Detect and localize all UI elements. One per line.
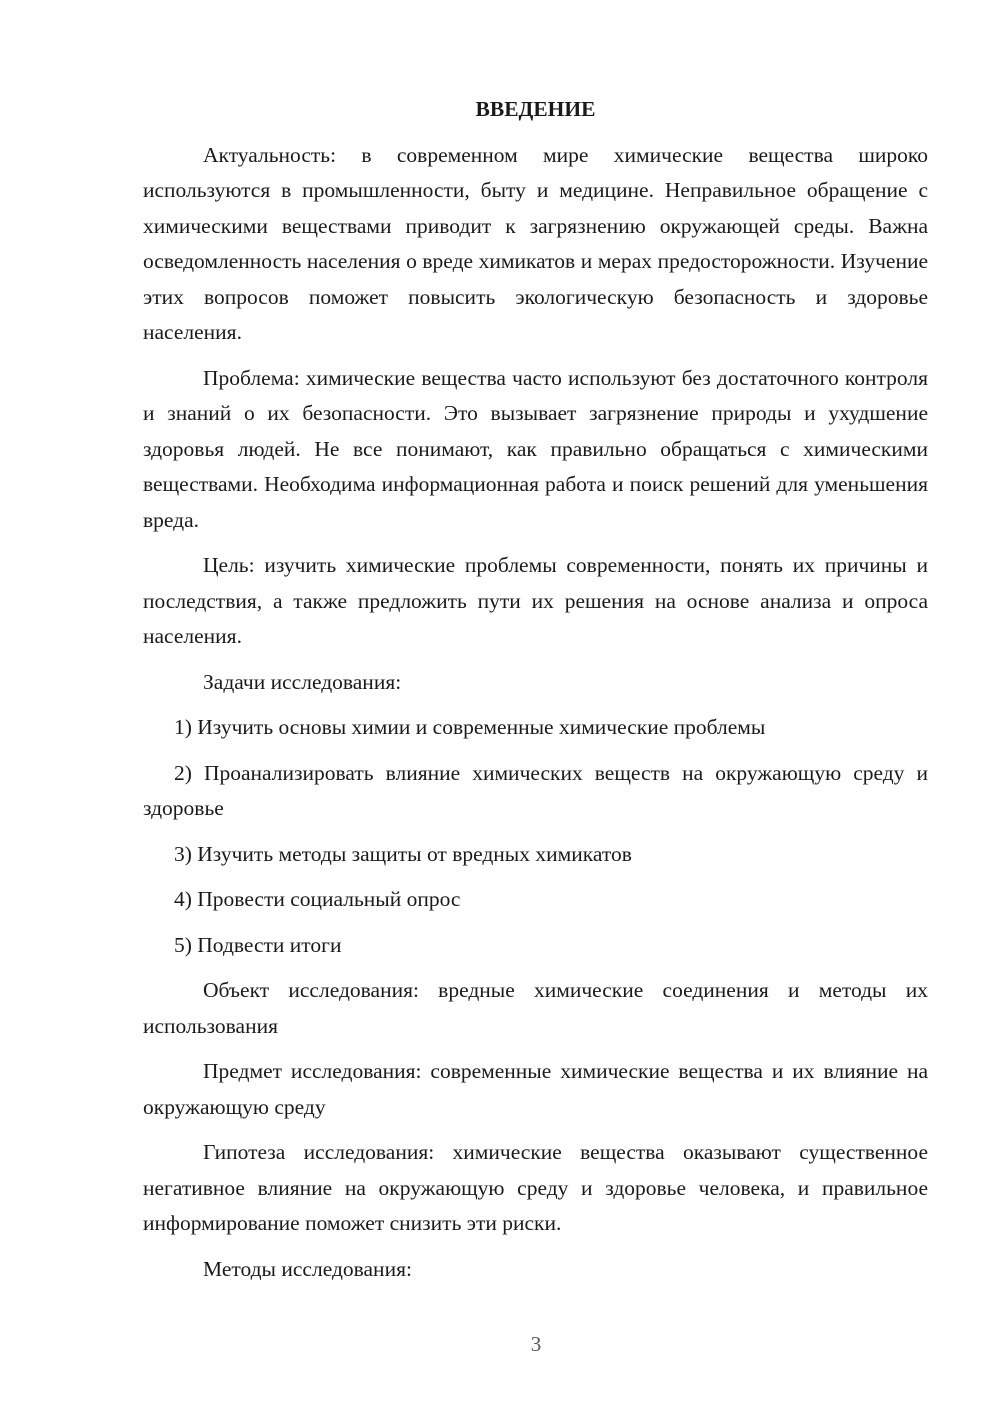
- methods-heading: Методы исследования:: [203, 1256, 412, 1281]
- task-item-1: 1) Изучить основы химии и современные химические проблемы: [174, 715, 766, 739]
- tasks-heading: Задачи исследования:: [203, 669, 402, 694]
- document-page: [143, 92, 928, 1297]
- hypothesis-paragraph: Гипотеза исследования: химические вещества оказывают существенное негативное влияние на окружающую среду и здоровье человека, и правильное информирование поможет снизить эти риски.: [143, 1140, 928, 1235]
- object-paragraph: Объект исследования: вредные химические соединения и методы их использования: [143, 978, 928, 1038]
- task-item-5: 5) Подвести итоги: [174, 932, 342, 957]
- section-title: ВВЕДЕНИЕ: [475, 97, 596, 121]
- task-item-3: 3) Изучить методы защиты от вредных химикатов: [174, 841, 632, 866]
- subject-paragraph: Предмет исследования: современные химические вещества и их влияние на окружающую среду: [143, 1059, 928, 1119]
- problem-paragraph: Проблема: химические вещества часто используют без достаточного контроля и знаний о их безопасности. Это вызывает загрязнение природы и ухудшение здоровья людей. Не все понимают, как правильно обращаться с химическими веществами. Необходима информационная работа и поиск решений для уменьшения вреда.: [143, 365, 928, 532]
- task-item-2: 2) Проанализировать влияние химических веществ на окружающую среду и здоровье: [143, 760, 928, 820]
- relevance-paragraph: Актуальность: в современном мире химические вещества широко используются в промышленности, быту и медицине. Неправильное обращение с химическими веществами приводит к загрязнению окружающей среды. Важна осведомленность населения о вреде химикатов и мерах предосторожности. Изучение этих вопросов поможет повысить экологическую безопасность и здоровье населения.: [143, 142, 928, 344]
- goal-paragraph: Цель: изучить химические проблемы современности, понять их причины и последствия, а также предложить пути их решения на основе анализа и опроса населения.: [143, 553, 928, 648]
- page-number: 3: [530, 1332, 542, 1356]
- task-item-4: 4) Провести социальный опрос: [174, 887, 461, 911]
